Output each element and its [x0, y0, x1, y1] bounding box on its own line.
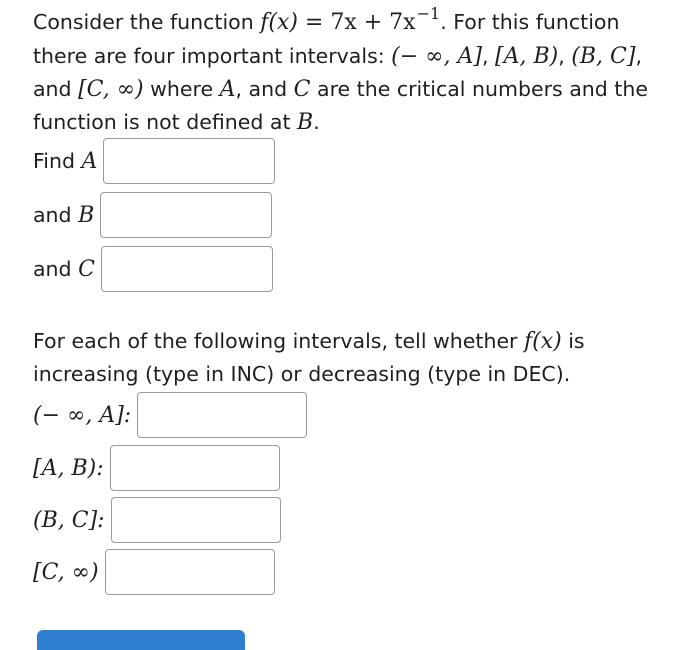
var-c: C	[293, 77, 311, 102]
interval-2-label: [A, B):	[33, 455, 104, 481]
submit-button[interactable]	[37, 630, 245, 650]
interval-4-input[interactable]	[105, 549, 275, 595]
separator: ,	[558, 44, 572, 68]
interval-2-input[interactable]	[110, 445, 280, 491]
interval-3-input[interactable]	[111, 497, 281, 543]
var-b: B	[297, 110, 314, 135]
function-exponent: −1	[416, 4, 441, 23]
interval-3-label: (B, C]:	[33, 507, 105, 533]
interval-2-text: [A, B)	[495, 44, 559, 69]
function-name: f(x)	[524, 329, 562, 354]
find-a-row	[33, 138, 275, 184]
critical-text: are the critical numbers and the function is not defined at	[33, 77, 648, 134]
instructions-block	[33, 325, 673, 391]
instructions-part-2: is increasing (type in INC) or decreasing (type in DEC).	[33, 329, 585, 386]
find-text: Find	[33, 148, 82, 173]
and-text: and	[33, 256, 79, 281]
interval-3-row	[33, 497, 281, 543]
find-b-row	[33, 192, 272, 238]
var-a: A	[81, 148, 98, 174]
find-c-label	[33, 257, 95, 282]
interval-1-row	[33, 392, 307, 438]
interval-4-text: [C, ∞)	[78, 77, 144, 102]
var-b: B	[78, 202, 95, 228]
instructions-part-1: For each of the following intervals, tell whether	[33, 329, 524, 353]
find-c-row	[33, 246, 273, 292]
where-text: where	[143, 77, 220, 101]
intervals-intro: . For this function there are four important intervals:	[33, 10, 620, 68]
interval-4-row	[33, 549, 275, 595]
answer-b-input[interactable]	[100, 192, 272, 238]
question-text	[33, 6, 673, 139]
and-text: , and	[33, 44, 642, 101]
question-block	[33, 6, 673, 139]
function-expression: = 7x + 7x	[297, 10, 416, 35]
find-b-label	[33, 203, 94, 228]
find-a-label	[33, 149, 97, 174]
interval-1-text: (− ∞, A]	[391, 44, 482, 69]
interval-2-row	[33, 445, 280, 491]
and-text: and	[33, 202, 79, 227]
answer-c-input[interactable]	[101, 246, 273, 292]
answer-a-input[interactable]	[103, 138, 275, 184]
interval-3-text: (B, C]	[571, 44, 636, 69]
separator: ,	[481, 44, 496, 68]
instructions-text	[33, 325, 673, 391]
and-text: , and	[235, 77, 294, 101]
interval-4-label: [C, ∞)	[33, 559, 99, 585]
intro-text: Consider the function	[33, 10, 261, 34]
interval-1-label: (− ∞, A]:	[33, 402, 132, 428]
interval-1-input[interactable]	[137, 392, 307, 438]
var-c: C	[78, 256, 95, 282]
var-a: A	[219, 77, 236, 102]
period: .	[313, 110, 320, 134]
function-name: f(x)	[260, 10, 298, 35]
